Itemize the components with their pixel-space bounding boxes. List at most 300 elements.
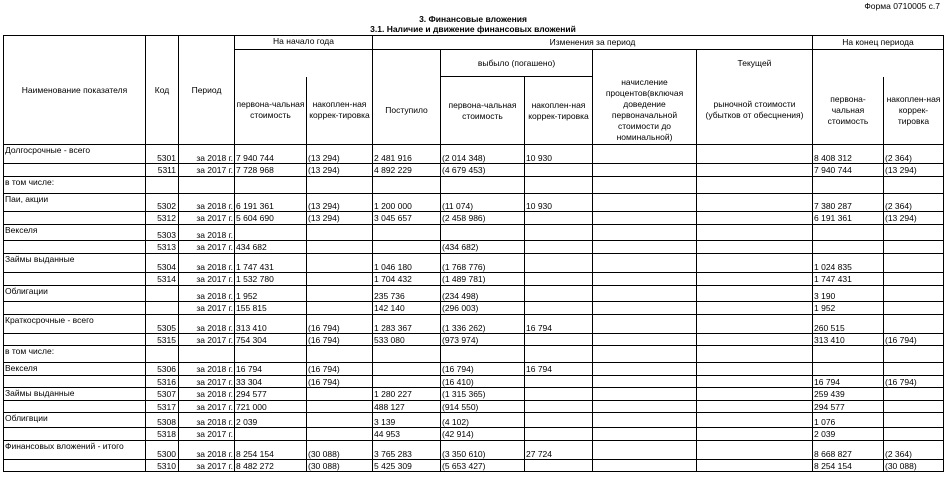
- cell-disposed-initial-cost: (234 498): [441, 286, 525, 302]
- cell-disposed-accum-adjustment: [525, 212, 593, 225]
- cell-market-value: [697, 376, 813, 388]
- table-row: [4, 273, 944, 286]
- cell-received: 488 127: [373, 401, 441, 413]
- cell-start-accum-adjustment: [307, 254, 373, 273]
- cell-end-accum-adjustment: [884, 315, 944, 334]
- cell-market-value: [697, 413, 813, 428]
- cell-interest: [593, 363, 697, 376]
- row-period: за 2017 г.: [179, 428, 235, 441]
- cell-start-accum-adjustment: [307, 401, 373, 413]
- cell-interest: [593, 441, 697, 460]
- cell-start-initial-cost: 8 254 154: [235, 441, 307, 460]
- cell-disposed-initial-cost: (914 550): [441, 401, 525, 413]
- header-current: Текущей: [697, 50, 813, 77]
- cell-end-initial-cost: [813, 346, 884, 363]
- cell-start-initial-cost: 7 940 744: [235, 145, 307, 164]
- cell-start-accum-adjustment: [307, 177, 373, 194]
- row-code: 5302: [146, 194, 179, 212]
- cell-received: 142 140: [373, 302, 441, 315]
- row-code: 5313: [146, 241, 179, 254]
- cell-disposed-initial-cost: (16 794): [441, 363, 525, 376]
- cell-market-value: [697, 273, 813, 286]
- cell-end-accum-adjustment: (2 364): [884, 441, 944, 460]
- table-row: [4, 302, 944, 315]
- cell-interest: [593, 164, 697, 177]
- cell-end-accum-adjustment: [884, 388, 944, 401]
- row-code: 5316: [146, 376, 179, 388]
- cell-disposed-accum-adjustment: [525, 346, 593, 363]
- cell-end-accum-adjustment: (16 794): [884, 376, 944, 388]
- row-label: [4, 273, 146, 286]
- cell-received: [373, 376, 441, 388]
- cell-received: 1 046 180: [373, 254, 441, 273]
- cell-disposed-accum-adjustment: [525, 428, 593, 441]
- row-period: за 2017 г.: [179, 376, 235, 388]
- cell-end-accum-adjustment: (16 794): [884, 334, 944, 346]
- cell-end-accum-adjustment: [884, 401, 944, 413]
- row-period: за 2017 г.: [179, 401, 235, 413]
- cell-start-accum-adjustment: (13 294): [307, 212, 373, 225]
- cell-disposed-accum-adjustment: [525, 388, 593, 401]
- table-row: [4, 241, 944, 254]
- cell-market-value: [697, 194, 813, 212]
- table-row: [4, 334, 944, 346]
- row-period: за 2018 г.: [179, 194, 235, 212]
- cell-start-initial-cost: 313 410: [235, 315, 307, 334]
- row-period: за 2017 г.: [179, 273, 235, 286]
- cell-start-initial-cost: 1 747 431: [235, 254, 307, 273]
- cell-disposed-initial-cost: (1 768 776): [441, 254, 525, 273]
- cell-market-value: [697, 177, 813, 194]
- table-row: [4, 194, 944, 212]
- cell-start-accum-adjustment: [307, 428, 373, 441]
- cell-start-initial-cost: 434 682: [235, 241, 307, 254]
- cell-end-initial-cost: 3 190: [813, 286, 884, 302]
- row-period: за 2018 г.: [179, 388, 235, 401]
- cell-end-initial-cost: 8 408 312: [813, 145, 884, 164]
- cell-disposed-initial-cost: (2 458 986): [441, 212, 525, 225]
- cell-start-accum-adjustment: [307, 225, 373, 241]
- row-label: [4, 428, 146, 441]
- row-label: [4, 334, 146, 346]
- row-code: 5300: [146, 441, 179, 460]
- cell-end-initial-cost: [813, 241, 884, 254]
- cell-market-value: [697, 346, 813, 363]
- cell-market-value: [697, 460, 813, 472]
- cell-received: 3 765 283: [373, 441, 441, 460]
- table-row: [4, 401, 944, 413]
- cell-end-accum-adjustment: [884, 273, 944, 286]
- cell-received: [373, 346, 441, 363]
- row-code: 5301: [146, 145, 179, 164]
- cell-received: 4 892 229: [373, 164, 441, 177]
- cell-market-value: [697, 388, 813, 401]
- cell-start-initial-cost: 754 304: [235, 334, 307, 346]
- header-end-initial-cost: первона-чальная стоимость: [813, 77, 884, 145]
- cell-received: [373, 225, 441, 241]
- header-received-blank: [373, 50, 441, 77]
- cell-end-accum-adjustment: (2 364): [884, 194, 944, 212]
- cell-interest: [593, 413, 697, 428]
- header-code: Код: [146, 36, 179, 145]
- cell-start-accum-adjustment: (16 794): [307, 363, 373, 376]
- cell-received: 5 425 309: [373, 460, 441, 472]
- cell-disposed-initial-cost: [441, 225, 525, 241]
- row-code: 5317: [146, 401, 179, 413]
- cell-disposed-accum-adjustment: [525, 254, 593, 273]
- cell-start-accum-adjustment: (13 294): [307, 145, 373, 164]
- cell-start-initial-cost: 294 577: [235, 388, 307, 401]
- header-end-of-period: На конец периода: [813, 36, 944, 50]
- table-title: 3.1. Наличие и движение финансовых вложений: [370, 24, 576, 34]
- table-row: [4, 428, 944, 441]
- row-label: в том числе:: [4, 177, 146, 194]
- row-label: в том числе:: [4, 346, 146, 363]
- table-row: [4, 254, 944, 273]
- cell-interest: [593, 388, 697, 401]
- header-name: Наименование показателя: [4, 36, 146, 145]
- cell-received: 1 200 000: [373, 194, 441, 212]
- row-period: за 2017 г.: [179, 164, 235, 177]
- row-label: Займы выданные: [4, 388, 146, 401]
- cell-disposed-initial-cost: (434 682): [441, 241, 525, 254]
- cell-end-initial-cost: [813, 225, 884, 241]
- row-label: [4, 302, 146, 315]
- cell-disposed-accum-adjustment: [525, 225, 593, 241]
- row-label: Краткосрочные - всего: [4, 315, 146, 334]
- row-code: 5314: [146, 273, 179, 286]
- cell-disposed-accum-adjustment: [525, 334, 593, 346]
- cell-start-accum-adjustment: (16 794): [307, 376, 373, 388]
- row-label: Паи, акции: [4, 194, 146, 212]
- header-disposed-accum-adjustment: накоплен-ная коррек-тировка: [525, 77, 593, 145]
- row-code: [146, 302, 179, 315]
- cell-end-accum-adjustment: [884, 177, 944, 194]
- cell-start-initial-cost: 2 039: [235, 413, 307, 428]
- cell-start-accum-adjustment: [307, 388, 373, 401]
- cell-received: 3 045 657: [373, 212, 441, 225]
- cell-interest: [593, 273, 697, 286]
- cell-received: 2 481 916: [373, 145, 441, 164]
- header-disposed-initial-cost: первона-чальная стоимость: [441, 77, 525, 145]
- row-period: за 2017 г.: [179, 241, 235, 254]
- cell-disposed-accum-adjustment: [525, 286, 593, 302]
- row-label: Финансовых вложений - итого: [4, 441, 146, 460]
- row-period: за 2017 г.: [179, 302, 235, 315]
- cell-start-accum-adjustment: (13 294): [307, 194, 373, 212]
- cell-end-initial-cost: 8 668 827: [813, 441, 884, 460]
- form-label: Форма 0710005 с.7: [864, 1, 940, 11]
- cell-market-value: [697, 302, 813, 315]
- cell-disposed-accum-adjustment: [525, 241, 593, 254]
- cell-disposed-accum-adjustment: [525, 401, 593, 413]
- table-row: [4, 225, 944, 241]
- cell-disposed-accum-adjustment: [525, 164, 593, 177]
- table-row: [4, 441, 944, 460]
- cell-received: [373, 363, 441, 376]
- cell-disposed-initial-cost: [441, 346, 525, 363]
- row-label: [4, 241, 146, 254]
- row-code: 5303: [146, 225, 179, 241]
- row-code: [146, 286, 179, 302]
- cell-market-value: [697, 164, 813, 177]
- cell-interest: [593, 315, 697, 334]
- cell-end-accum-adjustment: (13 294): [884, 164, 944, 177]
- row-code: 5307: [146, 388, 179, 401]
- cell-disposed-initial-cost: (4 679 453): [441, 164, 525, 177]
- cell-start-initial-cost: [235, 177, 307, 194]
- row-period: за 2017 г.: [179, 460, 235, 472]
- table-row: [4, 460, 944, 472]
- cell-start-accum-adjustment: (13 294): [307, 164, 373, 177]
- cell-interest: [593, 460, 697, 472]
- row-code: 5315: [146, 334, 179, 346]
- cell-interest: [593, 286, 697, 302]
- cell-start-initial-cost: 7 728 968: [235, 164, 307, 177]
- row-period: за 2018 г.: [179, 145, 235, 164]
- cell-market-value: [697, 428, 813, 441]
- row-code: [146, 177, 179, 194]
- row-code: 5318: [146, 428, 179, 441]
- cell-disposed-accum-adjustment: 16 794: [525, 315, 593, 334]
- cell-received: [373, 177, 441, 194]
- cell-end-accum-adjustment: (13 294): [884, 212, 944, 225]
- cell-market-value: [697, 145, 813, 164]
- header-start-blank: [235, 50, 373, 77]
- cell-end-accum-adjustment: [884, 254, 944, 273]
- cell-disposed-accum-adjustment: 10 930: [525, 194, 593, 212]
- cell-end-initial-cost: 8 254 154: [813, 460, 884, 472]
- cell-disposed-initial-cost: (3 350 610): [441, 441, 525, 460]
- cell-end-initial-cost: 313 410: [813, 334, 884, 346]
- cell-start-initial-cost: 33 304: [235, 376, 307, 388]
- cell-disposed-accum-adjustment: [525, 302, 593, 315]
- cell-start-accum-adjustment: [307, 286, 373, 302]
- cell-disposed-initial-cost: (11 074): [441, 194, 525, 212]
- cell-interest: [593, 302, 697, 315]
- cell-interest: [593, 177, 697, 194]
- cell-start-initial-cost: 721 000: [235, 401, 307, 413]
- cell-start-accum-adjustment: (30 088): [307, 441, 373, 460]
- row-code: 5305: [146, 315, 179, 334]
- cell-end-initial-cost: [813, 363, 884, 376]
- cell-start-initial-cost: 155 815: [235, 302, 307, 315]
- header-interest: начисление процентов(включая доведение первоначальной стоимости до номинальной): [593, 77, 697, 145]
- header-period: Период: [179, 36, 235, 145]
- cell-start-accum-adjustment: [307, 273, 373, 286]
- cell-interest: [593, 376, 697, 388]
- cell-received: 1 704 432: [373, 273, 441, 286]
- cell-end-initial-cost: 1 952: [813, 302, 884, 315]
- cell-end-initial-cost: 7 380 287: [813, 194, 884, 212]
- cell-market-value: [697, 212, 813, 225]
- cell-received: 533 080: [373, 334, 441, 346]
- cell-market-value: [697, 241, 813, 254]
- cell-market-value: [697, 225, 813, 241]
- cell-start-initial-cost: [235, 225, 307, 241]
- cell-market-value: [697, 334, 813, 346]
- cell-end-accum-adjustment: [884, 363, 944, 376]
- cell-end-accum-adjustment: [884, 413, 944, 428]
- row-period: за 2018 г.: [179, 225, 235, 241]
- cell-market-value: [697, 441, 813, 460]
- cell-received: 3 139: [373, 413, 441, 428]
- cell-end-initial-cost: 1 747 431: [813, 273, 884, 286]
- header-start-of-year: На начало года: [235, 36, 373, 50]
- financial-investments-table: [3, 35, 944, 472]
- row-period: [179, 177, 235, 194]
- row-period: за 2018 г.: [179, 441, 235, 460]
- cell-end-initial-cost: 1 076: [813, 413, 884, 428]
- cell-received: [373, 241, 441, 254]
- cell-disposed-accum-adjustment: 27 724: [525, 441, 593, 460]
- cell-start-accum-adjustment: [307, 413, 373, 428]
- row-label: Займы выданные: [4, 254, 146, 273]
- row-period: за 2017 г.: [179, 334, 235, 346]
- row-period: за 2018 г.: [179, 363, 235, 376]
- table-row: [4, 413, 944, 428]
- cell-disposed-initial-cost: (973 974): [441, 334, 525, 346]
- row-label: Облигвции: [4, 413, 146, 428]
- row-label: [4, 401, 146, 413]
- cell-disposed-initial-cost: (296 003): [441, 302, 525, 315]
- cell-end-accum-adjustment: [884, 346, 944, 363]
- cell-start-initial-cost: 6 191 361: [235, 194, 307, 212]
- row-period: за 2018 г.: [179, 315, 235, 334]
- cell-end-initial-cost: 294 577: [813, 401, 884, 413]
- row-label: [4, 164, 146, 177]
- cell-disposed-initial-cost: (1 336 262): [441, 315, 525, 334]
- header-received: Поступило: [373, 77, 441, 145]
- cell-start-initial-cost: 8 482 272: [235, 460, 307, 472]
- table-row: [4, 212, 944, 225]
- table-row: [4, 177, 944, 194]
- row-label: [4, 460, 146, 472]
- header-disposed: выбыло (погашено): [441, 50, 593, 77]
- cell-market-value: [697, 286, 813, 302]
- table-row: [4, 363, 944, 376]
- cell-interest: [593, 401, 697, 413]
- cell-start-accum-adjustment: [307, 241, 373, 254]
- cell-start-initial-cost: 16 794: [235, 363, 307, 376]
- row-period: [179, 346, 235, 363]
- cell-disposed-initial-cost: (5 653 427): [441, 460, 525, 472]
- cell-end-accum-adjustment: [884, 225, 944, 241]
- cell-start-accum-adjustment: [307, 302, 373, 315]
- cell-interest: [593, 346, 697, 363]
- cell-disposed-accum-adjustment: [525, 413, 593, 428]
- row-code: 5311: [146, 164, 179, 177]
- cell-end-accum-adjustment: (2 364): [884, 145, 944, 164]
- row-code: 5310: [146, 460, 179, 472]
- cell-received: 1 283 367: [373, 315, 441, 334]
- row-period: за 2018 г.: [179, 286, 235, 302]
- table-row: [4, 346, 944, 363]
- cell-start-initial-cost: 1 952: [235, 286, 307, 302]
- header-market-value: рыночной стоимости (убытков от обесцнения): [697, 77, 813, 145]
- row-period: за 2018 г.: [179, 413, 235, 428]
- cell-disposed-initial-cost: (4 102): [441, 413, 525, 428]
- row-label: Облигации: [4, 286, 146, 302]
- cell-start-initial-cost: 1 532 780: [235, 273, 307, 286]
- cell-interest: [593, 194, 697, 212]
- cell-interest: [593, 334, 697, 346]
- table-row: [4, 286, 944, 302]
- header-interest-blank: [593, 50, 697, 77]
- cell-end-initial-cost: 259 439: [813, 388, 884, 401]
- table-row: [4, 376, 944, 388]
- cell-received: 235 736: [373, 286, 441, 302]
- cell-start-initial-cost: [235, 428, 307, 441]
- cell-disposed-accum-adjustment: [525, 376, 593, 388]
- cell-end-accum-adjustment: (30 088): [884, 460, 944, 472]
- cell-end-initial-cost: 2 039: [813, 428, 884, 441]
- cell-interest: [593, 428, 697, 441]
- cell-disposed-accum-adjustment: [525, 460, 593, 472]
- row-label: Векселя: [4, 363, 146, 376]
- header-initial-cost: первона-чальная стоимость: [235, 77, 307, 145]
- row-label: [4, 376, 146, 388]
- cell-disposed-initial-cost: [441, 177, 525, 194]
- row-period: за 2017 г.: [179, 212, 235, 225]
- section-title: 3. Финансовые вложения: [419, 14, 527, 24]
- cell-start-accum-adjustment: (30 088): [307, 460, 373, 472]
- cell-market-value: [697, 401, 813, 413]
- cell-end-accum-adjustment: [884, 302, 944, 315]
- cell-end-accum-adjustment: [884, 286, 944, 302]
- row-label: Долгосрочные - всего: [4, 145, 146, 164]
- row-code: [146, 346, 179, 363]
- table-row: [4, 315, 944, 334]
- row-label: [4, 212, 146, 225]
- cell-received: 44 953: [373, 428, 441, 441]
- table-row: [4, 164, 944, 177]
- cell-disposed-initial-cost: (42 914): [441, 428, 525, 441]
- table-row: [4, 145, 944, 164]
- cell-disposed-initial-cost: (1 315 365): [441, 388, 525, 401]
- cell-disposed-initial-cost: (16 410): [441, 376, 525, 388]
- cell-start-accum-adjustment: (16 794): [307, 334, 373, 346]
- cell-market-value: [697, 254, 813, 273]
- cell-interest: [593, 225, 697, 241]
- cell-disposed-accum-adjustment: [525, 273, 593, 286]
- cell-disposed-initial-cost: (2 014 348): [441, 145, 525, 164]
- row-label: Векселя: [4, 225, 146, 241]
- cell-start-initial-cost: [235, 346, 307, 363]
- cell-end-initial-cost: 260 515: [813, 315, 884, 334]
- row-period: за 2018 г.: [179, 254, 235, 273]
- cell-end-accum-adjustment: [884, 428, 944, 441]
- cell-disposed-initial-cost: (1 489 781): [441, 273, 525, 286]
- cell-end-initial-cost: [813, 177, 884, 194]
- cell-interest: [593, 212, 697, 225]
- cell-interest: [593, 241, 697, 254]
- header-accum-adjustment: накоплен-ная коррек-тировка: [307, 77, 373, 145]
- header-end-blank: [813, 50, 944, 77]
- row-code: 5304: [146, 254, 179, 273]
- cell-start-initial-cost: 5 604 690: [235, 212, 307, 225]
- cell-interest: [593, 254, 697, 273]
- cell-market-value: [697, 315, 813, 334]
- cell-end-initial-cost: 16 794: [813, 376, 884, 388]
- cell-received: 1 280 227: [373, 388, 441, 401]
- cell-end-initial-cost: 1 024 835: [813, 254, 884, 273]
- cell-end-initial-cost: 7 940 744: [813, 164, 884, 177]
- cell-end-accum-adjustment: [884, 241, 944, 254]
- row-code: 5306: [146, 363, 179, 376]
- header-changes: Изменения за период: [373, 36, 813, 50]
- cell-end-initial-cost: 6 191 361: [813, 212, 884, 225]
